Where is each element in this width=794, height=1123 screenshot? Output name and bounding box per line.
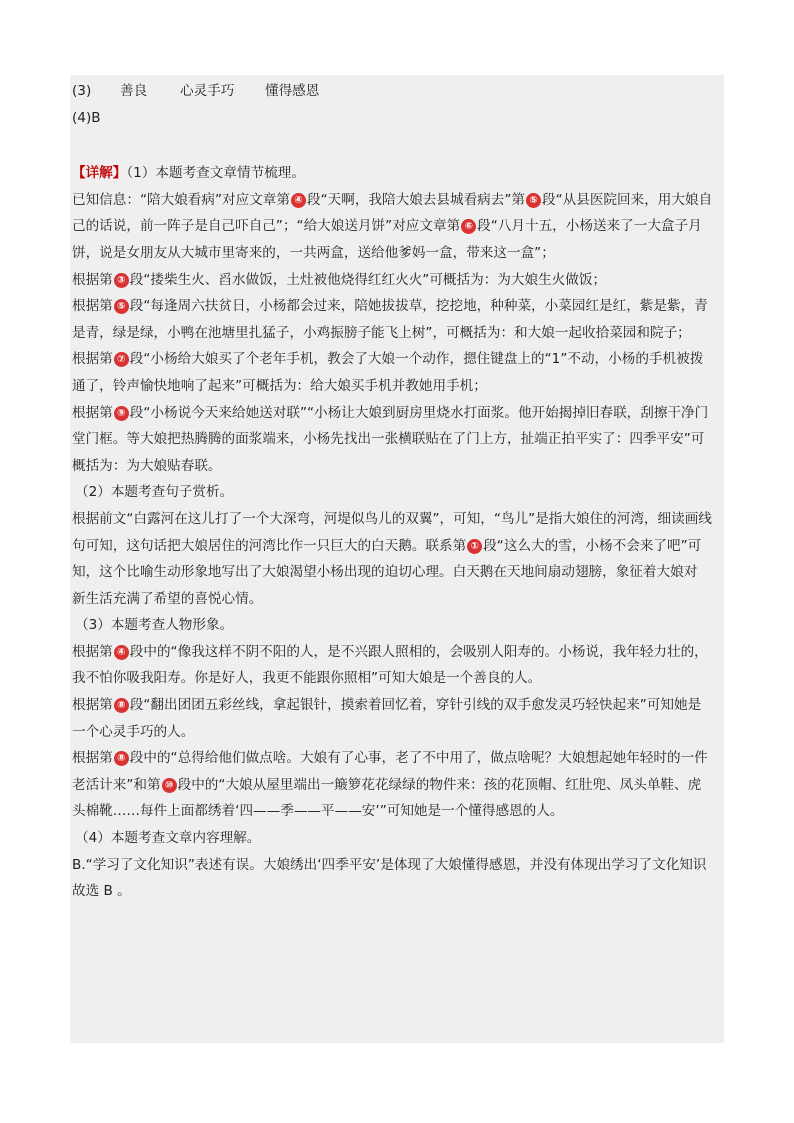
text-line: 我不怕你吸我阳寿。你是好人，我更不能跟你照相”可知大娘是一个善良的人。 [72, 670, 542, 687]
detail-heading [72, 160, 724, 187]
text-line: B.“学习了文化知识”表述有误。大娘绣出‘四季平安’是体现了大娘懂得感恩，并没有体现出学习了文化知识 [72, 856, 707, 873]
text-segment: 老活计来”和第 [72, 776, 161, 793]
text-line [72, 745, 724, 772]
circled-number: ⑩ [162, 778, 177, 793]
text-line [72, 639, 724, 666]
text-line: 知，这个比喻生动形象地写出了大娘渴望小杨出现的迫切心理。白天鹅在天地间扇动翅膀，象征着大娘对 [72, 564, 698, 581]
text-line [72, 293, 724, 320]
text-segment: 根据第 [72, 697, 113, 714]
text-segment: 己的话说，前一阵子是自己吓自己”；“给大娘送月饼”对应文章第 [72, 218, 461, 235]
text-line: 根据前文“白露河在这儿打了一个大深弯，河堤似鸟儿的双翼”，可知，“鸟儿”是指大娘住的河湾，细读画线 [72, 510, 712, 527]
circled-number: ⑤ [114, 299, 129, 314]
text-segment: 段中的“大娘从屋里端出一簸箩花花绿绿的物件来：孩的花顶帽、红肚兜、凤头单鞋、虎 [177, 776, 702, 793]
circled-number: ⑤ [526, 193, 541, 208]
circled-number: ④ [291, 193, 306, 208]
q3-answer-3: 懂得感恩 [265, 83, 320, 99]
text-segment: 根据第 [72, 298, 113, 315]
text-line: 堂门框。等大娘把热腾腾的面浆端来，小杨先找出一张横联贴在了门上方，扯端正拍平实了：四季平安”可 [72, 431, 705, 448]
circled-number: ④ [114, 645, 129, 660]
text-line: 概括为：为大娘贴春联。 [72, 457, 222, 474]
text-segment: 段“搂柴生火、舀水做饭，土灶被他烧得红红火火”可概括为：为大娘生火做饭； [129, 271, 607, 288]
text-segment: 根据第 [72, 404, 113, 421]
detail-tag: 【详解】 [72, 165, 127, 182]
text-segment: 根据第 [72, 750, 113, 767]
text-line [72, 213, 724, 240]
text-line [72, 772, 724, 799]
text-segment: 段“八月十五，小杨送来了一大盒子月 [477, 218, 702, 235]
text-segment: 段“翻出团团五彩丝线，拿起银针，摸索着回忆着，穿针引线的双手愈发灵巧轻快起来”可知她是 [129, 697, 702, 714]
text-segment: 段中的“像我这样不阴不阳的人，是不兴跟人照相的，会吸别人阳寿的。小杨说，我年轻力壮的， [129, 643, 708, 660]
text-segment: 段“从县医院回来，用大娘自 [542, 191, 713, 208]
q3-number: (3) [72, 83, 92, 99]
text-line [72, 187, 724, 214]
text-segment: 根据第 [72, 351, 113, 368]
circled-number: ① [467, 539, 482, 554]
q4-title: （4）本题考查文章内容理解。 [75, 830, 261, 847]
circled-number: ⑧ [114, 698, 129, 713]
text-line: 通了，铃声愉快地响了起来”可概括为：给大娘买手机并教她用手机； [72, 377, 487, 394]
text-line [72, 267, 724, 294]
text-segment: 段“小杨说今天来给她送对联”“小杨让大娘到厨房里烧水打面浆。他开始揭掉旧春联，刮擦干净门 [129, 404, 709, 421]
text-segment: 段中的“总得给他们做点啥。大娘有了心事，老了不中用了，做点啥呢？大娘想起她年轻时的一件 [129, 750, 708, 767]
text-line [72, 692, 724, 719]
circled-number: ⑥ [461, 219, 476, 234]
text-segment: 段“天啊，我陪大娘去县城看病去”第 [307, 191, 525, 208]
q3-title: （3）本题考查人物形象。 [75, 617, 234, 634]
text-line: 是青，绿是绿，小鸭在池塘里扎猛子，小鸡振膀子能飞上树”，可概括为：和大娘一起收拾菜园和院子； [72, 324, 691, 341]
text-segment: 段“小杨给大娘买了个老年手机，教会了大娘一个动作，摁住键盘上的“1”不动，小杨的手机被拨 [129, 351, 704, 368]
text-line [72, 533, 724, 560]
text-segment: 已知信息：“陪大娘看病”对应文章第 [72, 191, 290, 208]
text-line [72, 400, 724, 427]
text-line: 新生活充满了希望的喜悦心情。 [72, 590, 263, 607]
text-segment: 段“每逢周六扶贫日，小杨都会过来，陪她拔拔草，挖挖地，种种菜，小菜园红是红，紫是紫，青 [129, 298, 708, 315]
q3-answer-1: 善良 [120, 83, 148, 99]
text-segment: 句可知，这句话把大娘居住的河湾比作一只巨大的白天鹅。联系第 [72, 537, 467, 554]
text-line: 故选 B 。 [72, 883, 131, 900]
q1-title: （1）本题考查文章情节梳理。 [126, 165, 305, 182]
text-segment: 段“这么大的雪，小杨不会来了吧”可 [483, 537, 702, 554]
circled-number: ⑦ [114, 352, 129, 367]
circled-number: ③ [114, 273, 129, 288]
q3-answer-2: 心灵手巧 [180, 83, 235, 99]
text-line: 饼，说是女朋友从大城市里寄来的，一共两盒，送给他爹妈一盒，带来这一盒”； [72, 244, 555, 261]
text-line [72, 346, 724, 373]
circled-number: ⑨ [114, 406, 129, 421]
circled-number: ⑧ [114, 751, 129, 766]
text-line: 一个心灵手巧的人。 [72, 723, 195, 740]
answer-content [72, 78, 724, 905]
answer-q4: (4)B [72, 109, 101, 126]
answer-q3 [72, 78, 724, 105]
text-segment: 根据第 [72, 271, 113, 288]
text-line: 头棉靴……每件上面都绣着‘四——季——平——安’”可知她是一个懂得感恩的人。 [72, 803, 564, 820]
q2-title: （2）本题考查句子赏析。 [75, 484, 234, 501]
text-segment: 根据第 [72, 643, 113, 660]
